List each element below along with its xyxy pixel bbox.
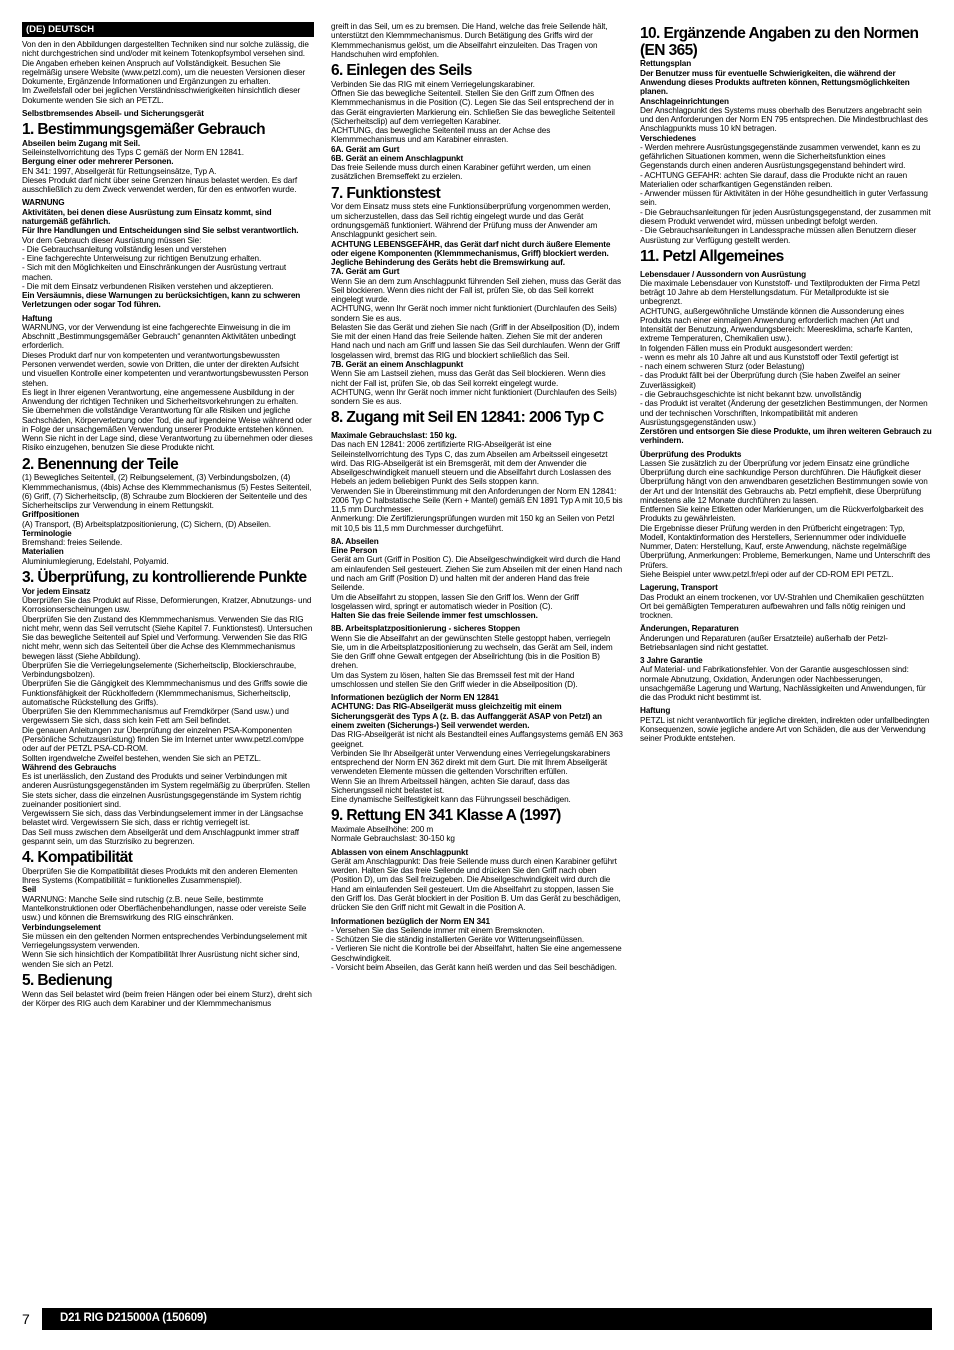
paragraph: Maximale Abseilhöhe: 200 m bbox=[331, 825, 434, 835]
paragraph: ACHTUNG, außergewöhnliche Umstände können die Aussonderung eines Produkts nach einer einmaligen Anwendung erforderlich machen (Art und Intensität der Benutzung, Anwendungsbereich: Meeresklima, scharfe Kanten, extreme Temperaturen, Chemikalien usw.). bbox=[640, 306, 913, 344]
bold-paragraph: Für Ihre Handlungen und Entscheidungen sind Sie selbst verantwortlich. bbox=[22, 226, 299, 236]
section-heading: 10. Ergänzende Angaben zu den Normen (EN 365) bbox=[640, 25, 919, 59]
column-left bbox=[22, 22, 314, 1008]
subheading: 8A. Abseilen bbox=[331, 536, 379, 546]
paragraph: Wenn Sie an Ihrem Arbeitsseil hängen, achten Sie darauf, dass das Sicherungsseil nicht belastet ist. bbox=[331, 776, 570, 795]
section-heading: 8. Zugang mit Seil EN 12841: 2006 Typ C bbox=[331, 409, 604, 427]
paragraph: - Die Gebrauchsanleitungen für jeden Ausrüstungsgegenstand, der zusammen mit diesem Produkt verwendet wird, müssen unbedingt befolgt werden. bbox=[640, 207, 931, 226]
section-heading: 9. Rettung EN 341 Klasse A (1997) bbox=[331, 807, 561, 825]
section-heading: 11. Petzl Allgemeines bbox=[640, 247, 784, 265]
paragraph: Um die Abseilfahrt zu stoppen, lassen Sie den Griff los. Wenn der Griff losgelassen wird, springt er automatisch wieder in Position (C). bbox=[331, 592, 579, 611]
paragraph: Überprüfen Sie den Zustand des Klemmmechanismus. Verwenden Sie das RIG nicht mehr, wenn das Seil verrutscht (Siehe Kapitel 7. Funktionstest). Untersuchen Sie das bewegliche Seitenteil auf Spiel und Verformung. Verwenden Sie das RIG nicht mehr, wenn sich das Seitenteil über die Achse des Klemmmechanismus bewegen lässt (Siehe Abbildung). bbox=[22, 614, 313, 661]
paragraph: Entfernen Sie keine Etiketten oder Markierungen, um die Rückverfolgbarkeit des Produkts zu gewährleisten. bbox=[640, 505, 924, 524]
paragraph: - ACHTUNG GEFAHR: achten Sie darauf, dass die Produkte nicht an rauen Materialien oder scharfkantigen Gegenständen reiben. bbox=[640, 170, 908, 189]
paragraph: ACHTUNG, wenn Ihr Gerät noch immer nicht funktioniert (Durchlaufen des Seils) sondern Sie es aus. bbox=[331, 304, 617, 323]
paragraph: Vergewissern Sie sich, dass das Verbindungselement immer in der Längsachse belastet wird. Vergewissern Sie sich, dass er richtig verriegelt ist. bbox=[22, 809, 304, 828]
subheading: Änderungen, Reparaturen bbox=[640, 624, 739, 634]
bold-paragraph: Bergung einer oder mehrerer Personen. bbox=[22, 157, 174, 167]
paragraph: (1) Bewegliches Seitenteil, (2) Reibungselement, (3) Verbindungsbolzen, (4) Klemmmechanismus, (4bis) Achse des Klemmmechanismus (5) Festes Seitenteil, (6) Griff, (7) Sicherheitsclip, (8) Schraube zum Blockieren der Seitenteile und des Sicherheitsclips zur Verwendung in einem Rettungskit. bbox=[22, 473, 312, 511]
paragraph: Wenn das Seil belastet wird (beim freien Hängen oder bei einem Sturz), dreht sich der Körper des RIG auch dem Karabiner und der Klemmmechanismus bbox=[22, 989, 312, 1008]
paragraph: Gerät am Gurt (Griff in Position C). Die Abseilgeschwindigkeit wird durch die Hand am einlaufenden Seil gesteuert. Ziehen Sie zum Abseilen mit der einen Hand nach und nach am Griff (Position D) und halten mit der anderen Hand das freie Seilende. bbox=[331, 555, 623, 593]
section-heading: 7. Funktionstest bbox=[331, 184, 441, 202]
paragraph: Das RIG-Abseilgerät ist nicht als Bestandteil eines Auffangsystems gemäß EN 363 geeignet. bbox=[331, 730, 623, 749]
paragraph: Um das System zu lösen, halten Sie das Bremsseil fest mit der Hand umschlossen und stellen Sie den Griff wieder in die Abseilposition (D). bbox=[331, 670, 578, 689]
bold-paragraph: 7A. Gerät am Gurt bbox=[331, 267, 400, 277]
paragraph: Bremshand: freies Seilende. bbox=[22, 538, 123, 548]
page-number: 7 bbox=[22, 1311, 30, 1327]
subheading: Überprüfung des Produkts bbox=[640, 449, 742, 459]
section-heading: 1. Bestimmungsgemäßer Gebrauch bbox=[22, 121, 265, 139]
paragraph: Wenn Sie an dem zum Anschlagpunkt führenden Seil ziehen, muss das Gerät das Seil blockieren. Wenn dies nicht der Fall ist, prüfen Sie, ob das Seil korrekt eingelegt wurde. bbox=[331, 276, 622, 305]
paragraph: Gerät am Anschlagpunkt: Das freie Seilende muss durch einen Karabiner geführt werden. Halten Sie das freie Seilende und drücken Sie den Griff nach oben (Position D), um das Seil freizugeben. Die Abseilgeschwindigkeit wird durch die Hand am einlaufenden Seil gesteuert. Um die Abseilfahrt zu stoppen, lassen Sie den Griff los. Das Gerät blockiert in der Position B. Um das Gerät zu beschädigen, drücken Sie den Griff nicht mit Gewalt in die Position A. bbox=[331, 856, 621, 913]
paragraph: ACHTUNG, wenn Ihr Gerät noch immer nicht funktioniert (Durchlaufen des Seils) sondern Sie es aus. bbox=[331, 387, 617, 407]
bold-paragraph: Materialien bbox=[22, 547, 64, 557]
paragraph: Anmerkung: Die Zertifizierungsprüfungen wurden mit 150 kg an Seilen von Petzl mit 10,5 bis 11,5 mm Durchmesser durchgeführt. bbox=[331, 514, 615, 533]
bold-paragraph: Halten Sie das freie Seilende immer fest umschlossen. bbox=[331, 611, 538, 621]
bold-paragraph: 6B. Gerät an einem Anschlagpunkt bbox=[331, 153, 464, 163]
paragraph: Das Seil muss zwischen dem Abseilgerät und dem Anschlagpunkt immer straff gespannt sein, um das Sturzrisiko zu begrenzen. bbox=[22, 827, 299, 846]
paragraph: - wenn es mehr als 10 Jahre alt und aus Kunststoff oder Textil gefertigt ist bbox=[640, 352, 899, 362]
bold-paragraph: Zerstören und entsorgen Sie diese Produkte, um ihren weiteren Gebrauch zu verhindern. bbox=[640, 427, 932, 446]
subheading: Ablassen von einem Anschlagpunkt bbox=[331, 847, 469, 857]
bold-paragraph: Ein Versäumnis, diese Warnungen zu berücksichtigen, kann zu schweren Verletzungen oder sogar Tod führen. bbox=[22, 291, 301, 310]
bold-paragraph: Der Benutzer muss für eventuelle Schwierigkeiten, die während der Anwendung dieses Produkts auftreten können, Rettungsmöglichkeiten planen. bbox=[640, 68, 910, 97]
paragraph: - Vorsicht beim Abseilen, das Gerät kann heiß werden und das Seil beschädigen. bbox=[331, 962, 617, 972]
subheading: 3 Jahre Garantie bbox=[640, 656, 703, 666]
paragraph: Die Ergebnisse dieser Prüfung werden in den Prüfbericht eingetragen: Typ, Modell, Kontaktinformation des Herstellers, Seriennummer oder individuelle Nummer, Daten: Herstellung, Kauf, erste Anwendung, nächste regelmäßige Überprüfung, Anmerkungen: Probleme, Bemerkungen, Name und Unterschrift des Prüfers. bbox=[640, 523, 931, 570]
paragraph: - Die mit dem Einsatz verbundenen Risiken verstehen und akzeptieren. bbox=[22, 281, 274, 291]
paragraph: - Sich mit den Möglichkeiten und Einschränkungen der Ausrüstung vertraut machen. bbox=[22, 263, 287, 282]
section-heading: 3. Überprüfung, zu kontrollierende Punkte bbox=[22, 569, 307, 587]
paragraph: Belasten Sie das Gerät und ziehen Sie nach (Griff in der Abseilposition (D), indem Sie mit der einen Hand das freie Seilende halten. Ziehen Sie mit der anderen Hand nach und nach am Griff und lassen Sie das Seil durchlaufen. Wenn der Griff losgelassen wird, bremst das RIG und blockiert schließlich das Seil. bbox=[331, 322, 620, 360]
paragraph: Die maximale Lebensdauer von Kunststoff- und Textilprodukten der Firma Petzl beträgt 10 Jahre ab dem Herstellungsdatum. Für Metallprodukte ist sie unbegrenzt. bbox=[640, 278, 920, 307]
paragraph: ACHTUNG, das bewegliche Seitenteil muss an der Achse des Klemmmechanismus und am Karabiner einrasten. bbox=[331, 126, 551, 145]
subheading: Lebensdauer / Aussondern von Ausrüstung bbox=[640, 269, 807, 279]
paragraph: Verbinden Sie Ihr Abseilgerät unter Verwendung eines Verriegelungskarabiners entsprechend der Norm EN 362 direkt mit dem Gurt. Die mit Ihrem Abseilgerät verwendeten Elemente müssen die geltenden Vorschriften erfüllen. bbox=[331, 748, 611, 777]
paragraph: Siehe Beispiel unter www.petzl.fr/epi oder auf der CD-ROM EPI PETZL. bbox=[640, 570, 894, 580]
paragraph: Wenn Sie die Abseilfahrt an der gewünschten Stelle gestoppt haben, verriegeln Sie, um in die Arbeitsplatzpositionierung zu wechseln, das Gerät am Seil, indem Sie den Griff ohne Gewalt entgegen der Abseilrichtung (bis in die Position B) drehen. bbox=[331, 633, 613, 671]
subheading: Informationen bezüglich der Norm EN 12841 bbox=[331, 693, 499, 703]
paragraph: Wenn Sie sich hinsichtlich der Kompatibilität Ihrer Ausrüstung nicht sicher sind, wenden Sie sich an Petzl. bbox=[22, 950, 300, 969]
section-heading: 4. Kompatibilität bbox=[22, 849, 133, 867]
subheading: Selbstbremsendes Abseil- und Sicherungsgerät bbox=[22, 108, 204, 118]
paragraph: Änderungen und Reparaturen (außer Ersatzteile) außerhalb der Petzl-Betriebsanlagen sind nicht gestattet. bbox=[640, 633, 888, 652]
bold-paragraph: Anschlageinrichtungen bbox=[640, 96, 729, 106]
bold-paragraph: Während des Gebrauchs bbox=[22, 762, 117, 772]
subheading: Maximale Gebrauchslast: 150 kg. bbox=[331, 431, 457, 441]
paragraph: (A) Transport, (B) Arbeitsplatzpositionierung, (C) Sichern, (D) Abseilen. bbox=[22, 519, 271, 529]
section-heading: 2. Benennung der Teile bbox=[22, 455, 179, 473]
paragraph: - Eine fachgerechte Unterweisung zur richtigen Benutzung erhalten. bbox=[22, 254, 262, 264]
paragraph: In folgenden Fällen muss ein Produkt ausgesondert werden: bbox=[640, 343, 853, 353]
footer-bar bbox=[42, 1308, 932, 1330]
paragraph: Die genauen Anleitungen zur Überprüfung der einzelnen PSA-Komponenten (Persönliche Schutzausrüstung) finden Sie im Internet unter www.petzl.com/ppe oder auf der PETZL PSA-CD-ROM. bbox=[22, 725, 304, 754]
paragraph: Eine dynamische Seilfestigkeit kann das Führungsseil beschädigen. bbox=[331, 795, 571, 805]
paragraph: Aluminiumlegierung, Edelstahl, Polyamid. bbox=[22, 556, 169, 566]
bold-paragraph: Seil bbox=[22, 885, 37, 895]
paragraph: Sie müssen ein den geltenden Normen entsprechendes Verbindungselement mit Verriegelungssystem verwenden. bbox=[22, 931, 307, 951]
paragraph: Überprüfen Sie den Klemmmechanismus auf Fremdkörper (Sand usw.) und vergewissern Sie sich, dass sich kein Fett am Seil befindet. bbox=[22, 707, 289, 726]
paragraph: greift in das Seil, um es zu bremsen. Die Hand, welche das freie Seilende hält, unterstützt den Klemmmechanismus. Durch Betätigung des Griffs wird der Klemmmechanismus gelöst, um die Abseilfahrt einzuleiten. Das Tragen von Handschuhen wird empfohlen. bbox=[331, 22, 608, 59]
subheading: Lagerung, Transport bbox=[640, 583, 718, 593]
paragraph: Der Anschlagpunkt des Systems muss oberhalb des Benutzers angebracht sein und den Anforderungen der Norm EN 795 entsprechen. Die Mindestbruchlast des Anschlagpunkts muss 10 kN betragen. bbox=[640, 105, 928, 134]
bold-paragraph: ACHTUNG: Das RIG-Abseilgerät muss gleichzeitig mit einem Sicherungsgerät des Typs A (z. B. das Auffanggerät ASAP von Petzl) an einem zweiten (Sicherungs-) Seil verwendet werden. bbox=[331, 702, 602, 730]
paragraph: - das Produkt ist veraltet (Änderung der gesetzlichen Bestimmungen, der Normen und der technischen Vorschriften, Inkompatibilität mit anderen Ausrüstungsgegenständen usw.) bbox=[640, 399, 928, 427]
paragraph: Überprüfen Sie die Verriegelungselemente (Sicherheitsclip, Blockierschraube, Verbindungsbolzen). bbox=[22, 660, 297, 680]
paragraph: - die Gebrauchsgeschichte ist nicht bekannt bzw. unvollständig bbox=[640, 389, 862, 399]
bold-paragraph: Griffpositionen bbox=[22, 510, 80, 520]
section-heading: 5. Bedienung bbox=[22, 971, 113, 989]
paragraph: - Verlieren Sie nicht die Kontrolle bei der Abseilfahrt, halten Sie eine angemessene Geschwindigkeit. bbox=[331, 944, 622, 963]
paragraph: Wenn Sie am Lastseil ziehen, muss das Gerät das Seil blockieren. Wenn dies nicht der Fall ist, prüfen Sie, ob das Seil korrekt eingelegt wurde. bbox=[331, 369, 606, 388]
paragraph: Verbinden Sie das RIG mit einem Verriegelungskarabiner. bbox=[331, 79, 535, 89]
column-middle bbox=[331, 22, 623, 972]
subheading: WARNUNG bbox=[22, 198, 65, 208]
paragraph: Das Produkt an einem trockenen, vor UV-Strahlen und Chemikalien geschützten Ort bei gemäßigten Temperaturen aufbewahren und falls nötig reinigen und trocknen. bbox=[640, 592, 924, 621]
paragraph: Überprüfen Sie das Produkt auf Risse, Deformierungen, Kratzer, Abnutzungs- und Korrosionserscheinungen usw. bbox=[22, 596, 312, 615]
paragraph: Sollten irgendwelche Zweifel bestehen, wenden Sie sich an PETZL. bbox=[22, 753, 261, 763]
bold-paragraph: Aktivitäten, bei denen diese Ausrüstung zum Einsatz kommt, sind naturgemäß gefährlich. bbox=[22, 207, 272, 226]
section-heading: 6. Einlegen des Seils bbox=[331, 62, 472, 80]
bold-paragraph: Verschiedenes bbox=[640, 133, 697, 143]
paragraph: - Werden mehrere Ausrüstungsgegenstände zusammen verwendet, kann es zu gefährlichen Situationen kommen, wenn die Sicherheitsfunktion eines Gegenstands durch einen anderen Ausrüstungsgegenstand behindert wird. bbox=[640, 142, 921, 171]
bold-paragraph: ACHTUNG LEBENSGEFÄHR, das Gerät darf nicht durch äußere Elemente oder eigene Komponenten (Klemmmechanismus, Griff) blockiert werden. Jegliche Behinderung des Geräts hebt die Bremswirkung auf. bbox=[331, 239, 611, 268]
paragraph: - Anwender müssen für Aktivitäten in der Höhe gesundheitlich in guter Verfassung sein. bbox=[640, 189, 928, 208]
bold-paragraph: Verbindungselement bbox=[22, 922, 101, 932]
paragraph: Seileinstellvorrichtung des Typs C gemäß der Norm EN 12841. bbox=[22, 148, 244, 158]
bold-paragraph: Terminologie bbox=[22, 528, 72, 538]
paragraph: Dieses Produkt darf nicht über seine Grenzen hinaus belastet werden. Es darf ausschließlich zu dem Zweck verwendet werden, für den es entworfen wurde. bbox=[22, 175, 298, 195]
paragraph: WARNUNG, vor der Verwendung ist eine fachgerechte Einweisung in die im Abschnitt „Bestimmungsgemäßer Gebrauch“ genannten Aktivitäten unbedingt erforderlich. bbox=[22, 322, 296, 351]
paragraph: Das nach EN 12841: 2006 zertifizierte RIG-Abseilgerät ist eine Seileinstellvorrichtung des Typs C, das zum Abseilen am Arbeitsseil eingesetzt wird. Das RIG-Abseilgerät ist ein Bremsgerät, mit dem der Anwender die Abseilgeschwindigkeit manuell steuern und die Abseilfahrt durch Loslassen des Hebels an jedem beliebigen Punkt des Seils stoppen kann. bbox=[331, 440, 611, 487]
paragraph: Vor dem Gebrauch dieser Ausrüstung müssen Sie: bbox=[22, 235, 202, 245]
paragraph: - nach einem schweren Sturz (oder Belastung) bbox=[640, 362, 805, 372]
paragraph: Verwenden Sie in Übereinstimmung mit den Anforderungen der Norm EN 12841: 2006 Typ C halbstatische Seile (Kern + Mantel) gemäß EN 1891 Typ A mit 10,5 bis 11,5 mm Durchmesser. bbox=[331, 486, 623, 515]
paragraph: Normale Gebrauchslast: 30-150 kg bbox=[331, 834, 455, 844]
paragraph: - das Produkt fällt bei der Überprüfung durch (Sie haben Zweifel an seiner Zuverlässigkeit) bbox=[640, 371, 901, 390]
language-label: (DE) DEUTSCH bbox=[22, 22, 314, 37]
bold-paragraph: 6A. Gerät am Gurt bbox=[331, 144, 400, 154]
paragraph: - Die Gebrauchsanleitungen in Landessprache müssen allen Benutzern dieser Ausrüstung zur Verfügung gestellt werden. bbox=[640, 226, 917, 245]
paragraph: Es liegt in Ihrer eigenen Verantwortung, eine angemessene Ausbildung in der Anwendung der richtigen Techniken und Sicherheitsvorkehrungen zu erhalten. bbox=[22, 387, 299, 407]
paragraph: Sie übernehmen die vollständige Verantwortung für alle Risiken und jegliche Sachschäden, Körperverletzung oder Tod, die auf irgendeine Weise während oder in Folge der unsachgemäßen Verwendung unserer Produkte entstehen können. Wenn Sie nicht in der Lage sind, diese Verantwortung zu übernehmen oder dieses Risiko einzugehen, benutzen Sie diese Produkte nicht. bbox=[22, 406, 313, 453]
paragraph: EN 341: 1997, Abseilgerät für Rettungseinsätze, Typ A. bbox=[22, 166, 217, 176]
paragraph: Lassen Sie zusätzlich zu der Überprüfung vor jedem Einsatz eine gründliche Überprüfung durch eine sachkundige Person durchführen. Die Häufigkeit dieser Überprüfung hängt von den anwendbaren gesetzlichen Bestimmungen sowie von der Art und der Intensität des Gebrauchs ab. Petzl empfiehlt, diese Überprüfung mindestens alle 12 Monate durchführen zu lassen. bbox=[640, 458, 928, 505]
paragraph: - Die Gebrauchsanleitung vollständig lesen und verstehen bbox=[22, 244, 227, 254]
paragraph: Überprüfen Sie die Kompatibilität dieses Produkts mit den anderen Elementen Ihres Systems (Kompatibilität = funktionelles Zusammenspiel). bbox=[22, 866, 298, 886]
paragraph: Vor dem Einsatz muss stets eine Funktionsüberprüfung vorgenommen werden, um sicherzustellen, dass das Seil richtig eingelegt wurde und das Gerät ordnungsgemäß funktioniert. Während der Prüfung muss der Anwender am Anschlagpunkt gesichert sein. bbox=[331, 202, 611, 240]
column-right bbox=[640, 22, 932, 744]
document-reference: D21 RIG D215000A (150609) bbox=[60, 1312, 207, 1324]
paragraph: Von den in den Abbildungen dargestellten Techniken sind nur solche zulässig, die nicht durchgestrichen sind und/oder mit keinem Totenkopfsymbol versehen sind. bbox=[22, 40, 309, 59]
subheading: 8B. Arbeitsplatzpositionierung - sicheres Stoppen bbox=[331, 624, 521, 634]
subheading: Informationen bezüglich der Norm EN 341 bbox=[331, 916, 490, 926]
bold-paragraph: Vor jedem Einsatz bbox=[22, 586, 91, 596]
paragraph: Es ist unerlässlich, den Zustand des Produkts und seiner Verbindungen mit anderen Ausrüstungsgegenständen im System regelmäßig zu überprüfen. Stellen Sie stets sicher, dass die einzelnen Ausrüstungsgegenstände im System richtig zueinander positioniert sind. bbox=[22, 772, 310, 809]
paragraph: Auf Material- und Fabrikationsfehler. Von der Garantie ausgeschlossen sind: normale Abnutzung, Oxidation, Änderungen oder Nachbesserungen, unsachgemäße Lagerung und Wartung, Nachlässigkeiten und Anwendungen, für die das Produkt nicht bestimmt ist. bbox=[640, 665, 926, 703]
paragraph: - Versehen Sie das Seilende immer mit einem Bremsknoten. bbox=[331, 925, 545, 935]
bold-paragraph: Rettungsplan bbox=[640, 59, 692, 69]
paragraph: Öffnen Sie das bewegliche Seitenteil. Stellen Sie den Griff zum Öffnen des Klemmmechanismus in die Position (C). Legen Sie das Seil entsprechend der in das Gerät eingravierten Markierung ein. Schließen Sie das bewegliche Seitenteil (Sicherheitsclip) auf dem verriegelten Karabiner. bbox=[331, 89, 615, 126]
paragraph: Das freie Seilende muss durch einen Karabiner geführt werden, um einen zusätzlichen Bremseffekt zu erzielen. bbox=[331, 163, 591, 182]
paragraph: WARNUNG: Manche Seile sind rutschig (z.B. neue Seile, bestimmte Mantelkonstruktionen oder Oberflächenbehandlungen, nasse oder vereiste Seile usw.) und können die Bremswirkung des RIG einschränken. bbox=[22, 894, 307, 923]
subheading: Haftung bbox=[640, 706, 671, 716]
page-footer bbox=[0, 1308, 954, 1330]
paragraph: Dieses Produkt darf nur von kompetenten und verantwortungsbewussten Personen verwendet werden, sowie von Dritten, die unter der direkten Aufsicht und visuellen Kontrolle einer kompetenten und verantwortungsbewussten Person stehen. bbox=[22, 350, 309, 388]
paragraph: Im Zweifelsfall oder bei jeglichen Verständnisschwierigkeiten hinsichtlich dieser Dokumente wenden Sie sich an PETZL. bbox=[22, 86, 301, 105]
paragraph: Die Angaben erheben keinen Anspruch auf Vollständigkeit. Besuchen Sie regelmäßig unsere Website (www.petzl.com), um die neuesten Versionen dieser Dokumente, Ergänzende Informationen und Ergänzungen zu erhalten. bbox=[22, 58, 306, 87]
bold-paragraph: 7B. Gerät an einem Anschlagpunkt bbox=[331, 359, 464, 369]
bold-paragraph: Abseilen beim Zugang mit Seil. bbox=[22, 138, 141, 148]
paragraph: PETZL ist nicht verantwortlich für jegliche direkten, indirekten oder unfallbedingten Konsequenzen, sowie jegliche andere Art von Schäden, die aus der Verwendung seiner Produkte entstehen. bbox=[640, 715, 930, 744]
subheading: Haftung bbox=[22, 313, 53, 323]
paragraph: Überprüfen Sie die Gängigkeit des Klemmmechanismus und des Griffs sowie die Funktionsfähigkeit der Rückholfedern (Klemmmechanismus, Sicherheitsclip, automatische Rückstellung des Griffs). bbox=[22, 679, 308, 707]
paragraph: - Schützen Sie die ständig installierten Geräte vor Witterungseinflüssen. bbox=[331, 935, 585, 945]
bold-paragraph: Eine Person bbox=[331, 546, 378, 556]
